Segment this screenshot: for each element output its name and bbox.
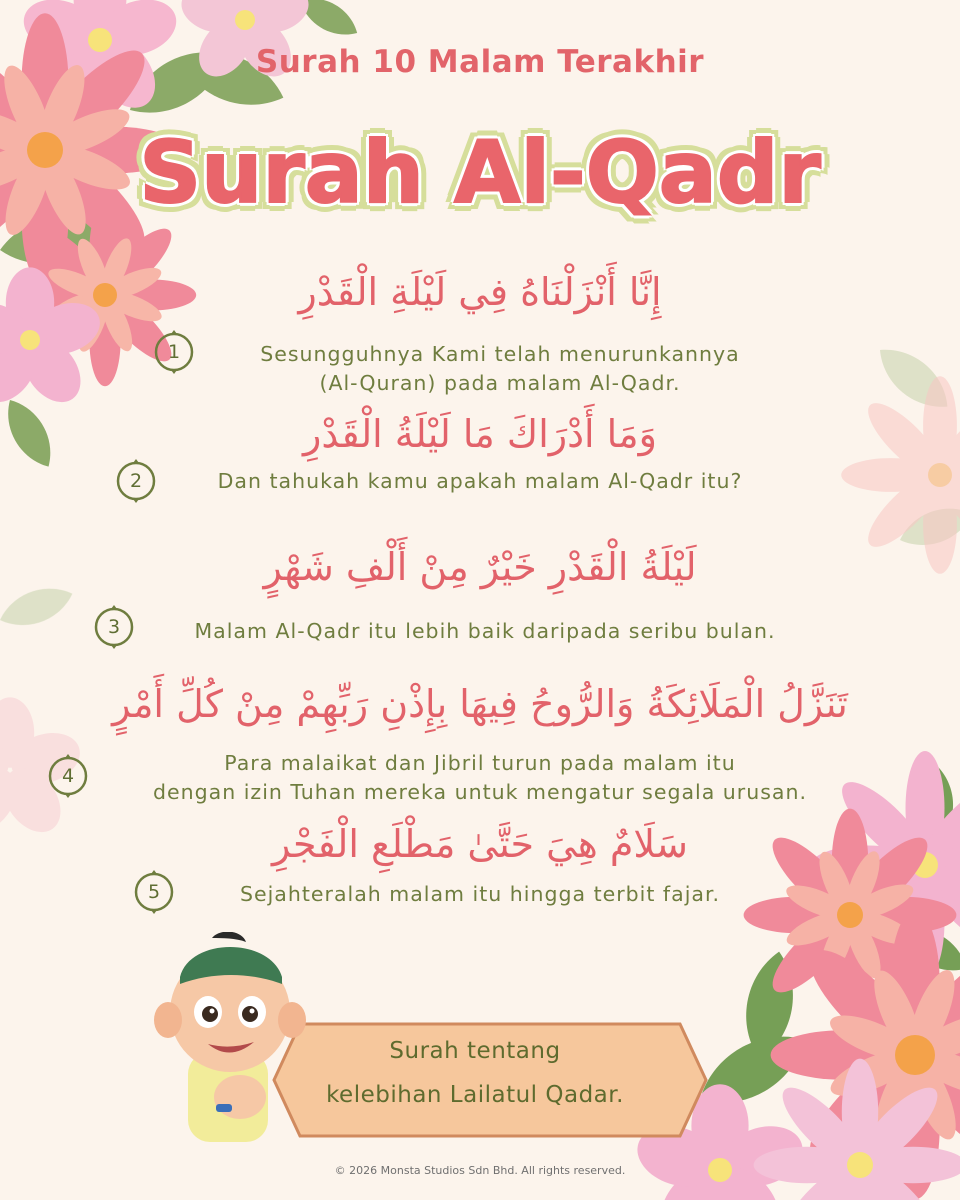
verse-3-arabic: لَيْلَةُ الْقَدْرِ خَيْرٌ مِنْ أَلْفِ شَهْرٍ bbox=[263, 545, 697, 589]
verse-1-number: 1 bbox=[167, 341, 181, 363]
verse-1-line-1: Sesungguhnya Kami telah menurunkannya bbox=[260, 342, 740, 366]
verse-4-number: 4 bbox=[61, 765, 75, 787]
verse-5-line-1: Sejahteralah malam itu hingga terbit fajar. bbox=[239, 882, 721, 906]
verse-4-translation bbox=[100, 749, 860, 807]
verse-2-number: 2 bbox=[129, 470, 143, 492]
praying-boy-illustration bbox=[150, 932, 320, 1142]
verse-1-translation bbox=[200, 340, 800, 398]
verse-3-line-1: Malam Al-Qadr itu lebih baik daripada seribu bulan. bbox=[194, 619, 776, 643]
verse-3-number: 3 bbox=[107, 616, 121, 638]
verse-5-arabic: سَلَامٌ هِيَ حَتَّىٰ مَطْلَعِ الْفَجْرِ bbox=[272, 822, 688, 866]
page-title: Surah Al-Qadr bbox=[139, 123, 821, 223]
verse-2-line-1: Dan tahukah kamu apakah malam Al-Qadr itu? bbox=[217, 469, 743, 493]
verse-2-arabic: وَمَا أَدْرَاكَ مَا لَيْلَةُ الْقَدْرِ bbox=[303, 412, 657, 456]
subtitle: Surah 10 Malam Terakhir bbox=[255, 44, 705, 80]
callout-line-1: Surah tentang bbox=[389, 1038, 561, 1064]
verse-1-line-2: (Al-Quran) pada malam Al-Qadr. bbox=[319, 371, 681, 395]
verse-4-line-2: dengan izin Tuhan mereka untuk mengatur segala urusan. bbox=[153, 780, 807, 804]
verse-4-arabic: تَنَزَّلُ الْمَلَائِكَةُ وَالرُّوحُ فِيهَا بِإِذْنِ رَبِّهِمْ مِنْ كُلِّ أَمْرٍ bbox=[112, 682, 848, 726]
callout-line-2: kelebihan Lailatul Qadar. bbox=[326, 1082, 624, 1108]
verse-5-number: 5 bbox=[147, 881, 161, 903]
verse-4-line-1: Para malaikat dan Jibril turun pada malam itu bbox=[224, 751, 736, 775]
verse-1-arabic: إِنَّا أَنْزَلْنَاهُ فِي لَيْلَةِ الْقَدْرِ bbox=[298, 270, 662, 314]
copyright-notice: © 2026 Monsta Studios Sdn Bhd. All rights reserved. bbox=[334, 1164, 626, 1177]
